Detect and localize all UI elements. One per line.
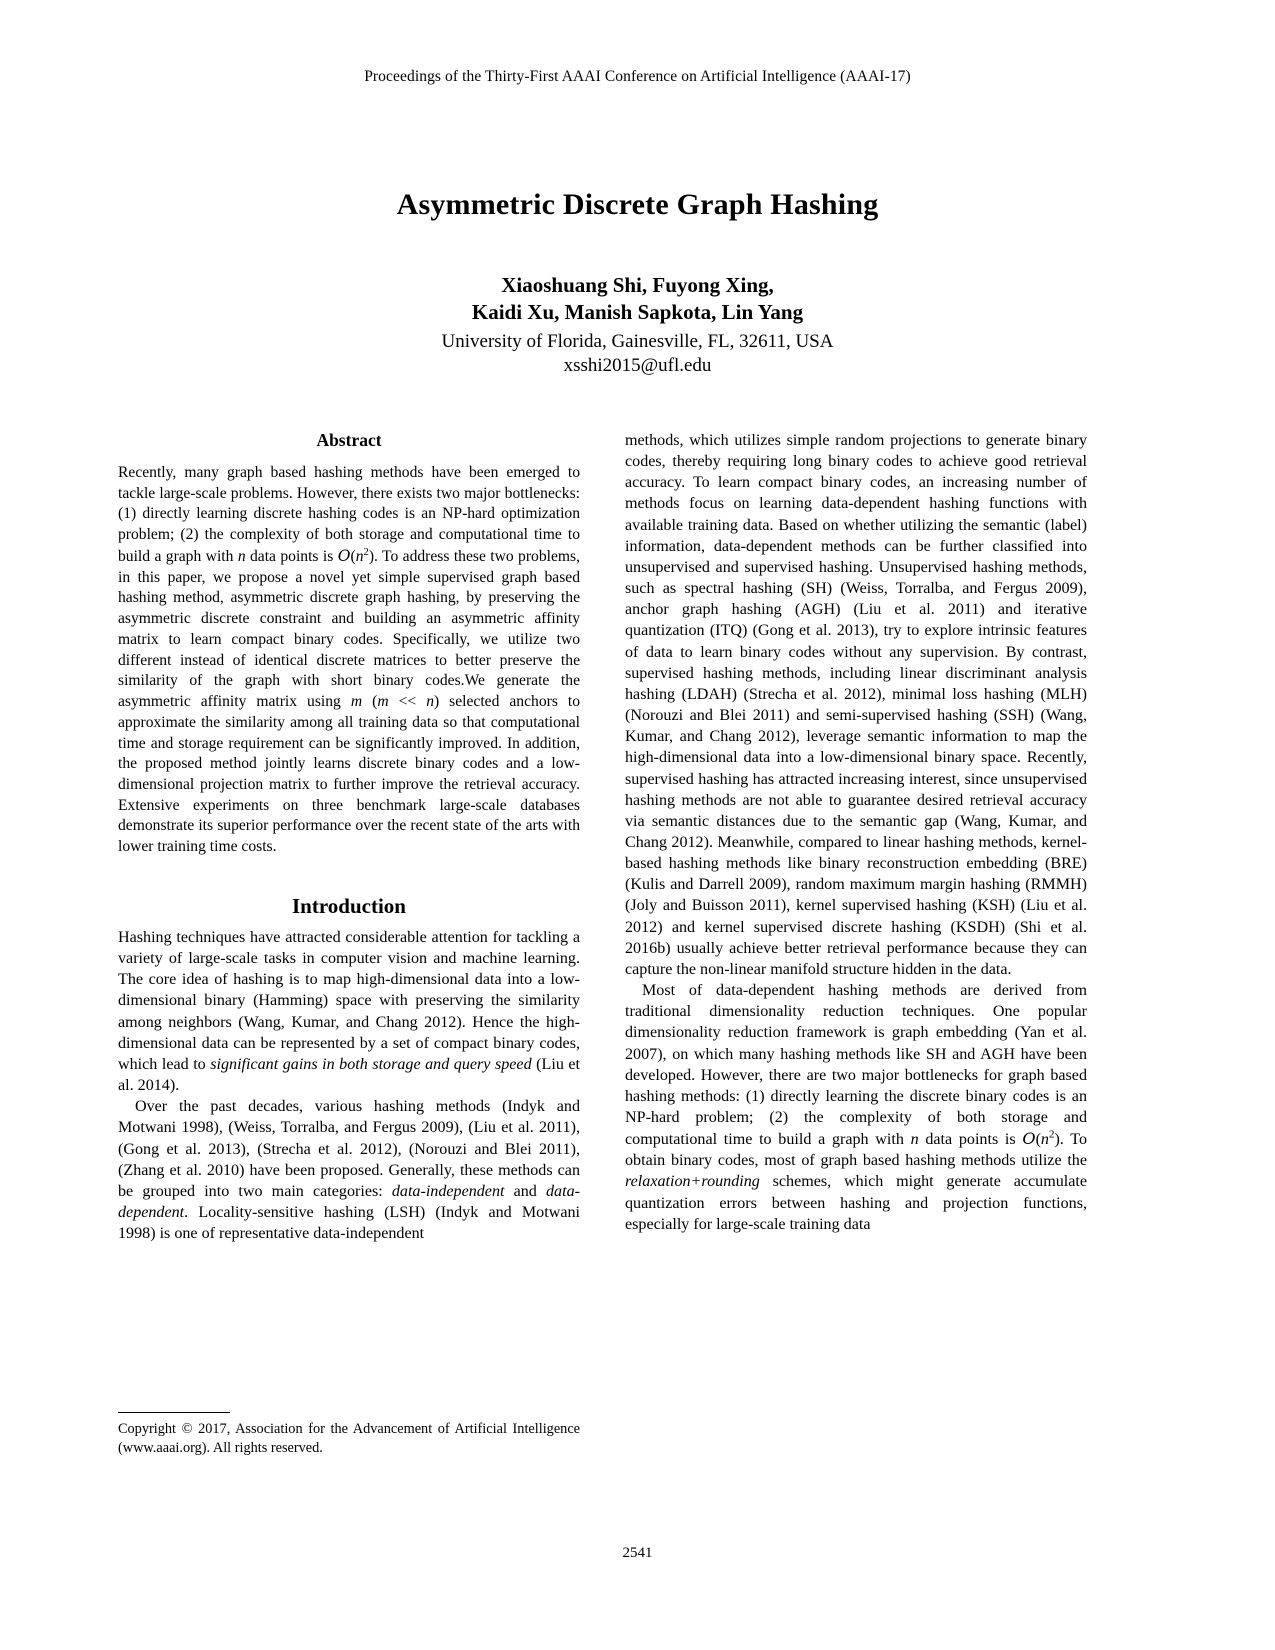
title-block <box>0 188 1275 377</box>
abstract-heading: Abstract <box>316 430 382 450</box>
math-n-inline-2: n <box>426 693 434 711</box>
page-number: 2541 <box>622 1545 653 1561</box>
math-n-inline-3: n <box>910 1131 919 1149</box>
intro-p1-text-a: Hashing techniques have attracted considerable attention for tackling a variety of large-scale tasks in computer vision and machine learning. The core idea of hashing is to map high-dimensional data into a low-dimensional binary (Hamming) space with preserving the similarity among neighbors (Wang, Kumar, and Chang 2012). Hence the high-dimensional data can be represented by a set of compact binary codes, which lead to <box>118 928 580 1073</box>
body-columns <box>118 430 1158 1460</box>
intro-p2-text-a: Over the past decades, various hashing methods (Indyk and Motwani 1998), (Weiss, Torralba, and Fergus 2009), (Liu et al. 2011), (Gong et al. 2013), (Strecha et al. 2012), (Norouzi and Blei 2011), (Zhang et al. 2010) have been proposed. Generally, these methods can be grouped into two main categories: <box>118 1098 580 1200</box>
math-m-inline: m <box>350 693 363 711</box>
abstract-text-4: ( <box>362 693 378 711</box>
math-much-less-than: << <box>388 693 427 711</box>
math-bigo-symbol-2: O <box>1022 1129 1036 1149</box>
right-paragraph-1: methods, which utilizes simple random projections to generate binary codes, thereby requiring long binary codes to achieve good retrieval accuracy. To learn compact binary codes, an increasing number of methods focus on learning data-dependent hashing functions with available training data. Based on whether utilizing the semantic (label) information, data-dependent methods can be further classified into unsupervised and supervised hashing. Unsupervised hashing methods, such as spectral hashing (SH) (Weiss, Torralba, and Fergus 2009), anchor graph hashing (AGH) (Liu et al. 2011) and iterative quantization (ITQ) (Gong et al. 2013), try to explore intrinsic features of data to learn binary codes without any supervision. By contrast, supervised hashing methods, including linear discriminant analysis hashing (LDAH) (Strecha et al. 2012), minimal loss hashing (MLH) (Norouzi and Blei 2011) and semi-supervised hashing (SSH) (Wang, Kumar, and Chang 2012), leverage semantic information to map the high-dimensional data into a low-dimensional binary space. Recently, supervised hashing has attracted increasing interest, since unsupervised hashing methods are not able to guarantee desired retrieval accuracy via semantic distances due to the semantic gap (Wang, Kumar, and Chang 2012). Meanwhile, compared to linear hashing methods, kernel-based hashing methods like binary reconstruction embedding (BRE) (Kulis and Darrell 2009), random maximum margin hashing (RMMH) (Joly and Buisson 2011), kernel supervised hashing (KSH) (Liu et al. 2012) and kernel supervised discrete hashing (KSDH) (Shi et al. 2016b) usually achieve better retrieval performance because they can capture the non-linear manifold structure hidden in the data. <box>625 432 1087 978</box>
right-column <box>625 430 1087 1460</box>
page-title: Asymmetric Discrete Graph Hashing <box>396 188 879 221</box>
intro-p2-emphasis-1: data-independent <box>391 1182 505 1200</box>
copyright-text-b: 2017, Association for the Advancement of Artificial Intelligence (www.aaai.org). All rights reserved. <box>118 1421 581 1456</box>
running-head: Proceedings of the Thirty-First AAAI Conference on Artificial Intelligence (AAAI-17) <box>364 68 911 85</box>
right-p2-text-d: schemes, which might generate accumulate quantization errors between hashing and projection functions, especially for large-scale training data <box>625 1173 1087 1233</box>
intro-paragraph-1 <box>118 927 580 1096</box>
intro-p1-emphasis: significant gains in both storage and query speed <box>210 1055 532 1073</box>
copyright-text-a: Copyright <box>118 1421 182 1437</box>
math-paren-open: ( <box>350 547 356 565</box>
math-n-squared-base-2: n <box>1040 1131 1049 1149</box>
math-n-squared-base: n <box>355 547 364 565</box>
abstract-text-2: data points is <box>245 547 338 565</box>
right-p2-text-b: data points is <box>918 1131 1023 1149</box>
right-p2-text-c: . To obtain binary codes, most of graph based hashing methods utilize the <box>625 1131 1087 1170</box>
abstract-text-1: Recently, many graph based hashing methods have been emerged to tackle large-scale problems. However, there exists two major bottlenecks: (1) directly learning discrete hashing codes is an NP-hard optimization problem; (2) the complexity of both storage and computational time to build a graph with <box>118 464 580 565</box>
math-paren-close-2: ) <box>1054 1131 1060 1149</box>
footnote-rule <box>118 1412 230 1413</box>
author-line-2: Kaidi Xu, Manish Sapkota, Lin Yang <box>471 299 804 324</box>
math-paren-close: ) <box>368 547 375 565</box>
left-column <box>118 430 580 1460</box>
intro-paragraph-2 <box>118 1096 580 1244</box>
math-paren-open-2: ( <box>1035 1131 1041 1149</box>
abstract-text-5: ) selected anchors to approximate the similarity among all training data so that computational time and storage requirement can be significantly improved. In addition, the proposed method jointly learns discrete binary codes and a low-dimensional projection matrix to further improve the retrieval accuracy. Extensive experiments on three benchmark large-scale databases demonstrate its superior performance over the recent state of the arts with lower training time costs. <box>118 693 581 856</box>
math-n-inline: n <box>237 547 246 565</box>
right-p2-text-a: Most of data-dependent hashing methods are derived from traditional dimensionality reduction techniques. One popular dimensionality reduction framework is graph embedding (Yan et al. 2007), on which many hashing methods like SH and AGH have been developed. However, there are two major bottlenecks for graph based hashing methods: (1) directly learning the discrete binary codes is an NP-hard problem; (2) the complexity of both storage and computational time to build a graph with <box>625 982 1087 1149</box>
math-m-inline-2: m <box>377 693 389 711</box>
right-p2-emphasis: relaxation+rounding <box>625 1173 760 1191</box>
math-n-squared-exponent-2: 2 <box>1048 1128 1055 1141</box>
author-line-1: Xiaoshuang Shi, Fuyong Xing, <box>501 273 774 297</box>
math-bigo-symbol: O <box>337 546 351 565</box>
contact-email[interactable]: xsshi2015@ufl.edu <box>563 355 712 377</box>
intro-p1-text-b: (Liu et al. 2014). <box>118 1055 581 1095</box>
abstract-paragraph <box>118 463 580 858</box>
math-n-squared-exponent: 2 <box>363 546 369 558</box>
introduction-heading: Introduction <box>292 893 406 918</box>
intro-p2-emphasis-2: data-dependent <box>118 1182 580 1221</box>
author-list <box>0 272 1275 326</box>
abstract-text-3: . To address these two problems, in this paper, we propose a novel yet simple supervised graph based hashing method, asymmetric discrete graph hashing, by preserving the asymmetric discrete constraint and building an asymmetric affinity matrix to learn compact binary codes. Specifically, we utilize two different instead of identical discrete matrices to better preserve the similarity of the graph with short binary codes.We generate the asymmetric affinity matrix using <box>118 547 580 711</box>
affiliation: University of Florida, Gainesville, FL, 32611, USA <box>441 330 834 352</box>
right-paragraph-2 <box>625 980 1087 1235</box>
copyright-notice <box>118 1420 580 1458</box>
intro-p2-text-b: and <box>504 1182 546 1200</box>
footnote <box>118 1412 580 1458</box>
copyright-icon: © <box>181 1421 193 1437</box>
intro-p2-text-c: . Locality-sensitive hashing (LSH) (Indyk and Motwani 1998) is one of representative data-independent <box>118 1203 580 1243</box>
